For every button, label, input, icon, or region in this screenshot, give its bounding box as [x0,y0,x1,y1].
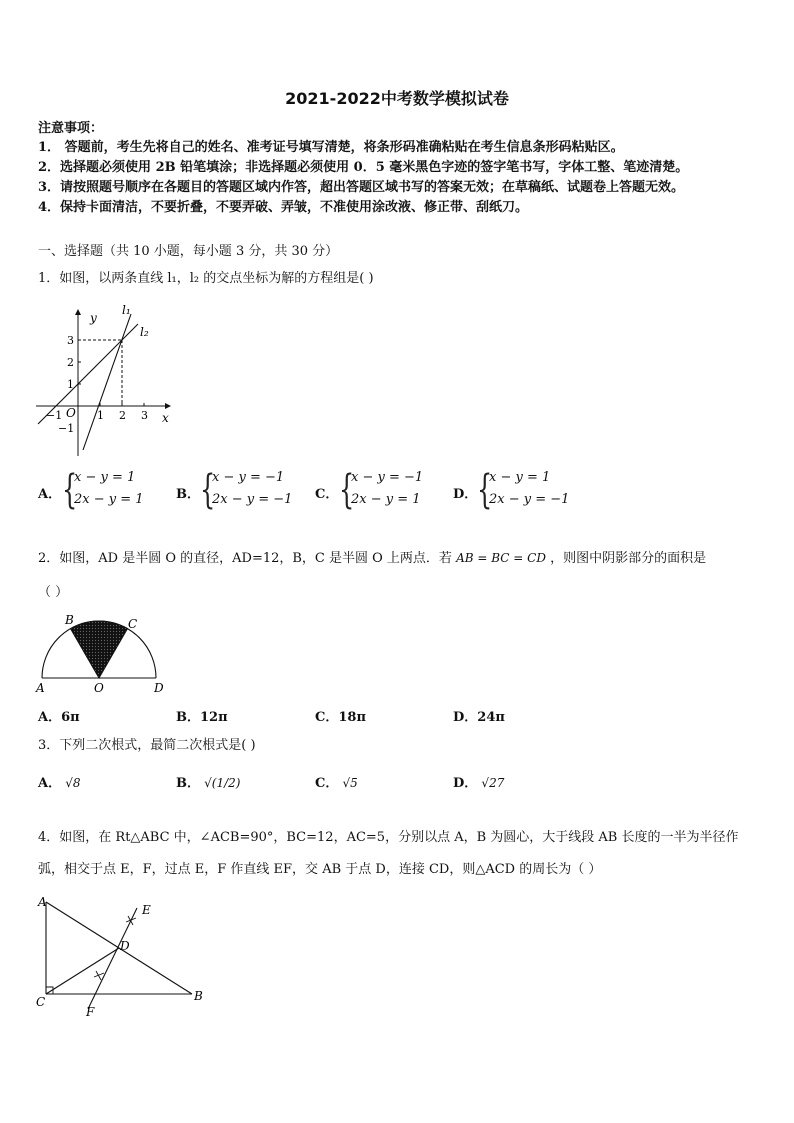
option-label: A． [38,710,62,725]
option-text: √(1/2) [204,776,241,790]
l2-label: l₂ [140,325,149,339]
option-text: 18π [338,710,366,725]
ytick-3: 3 [67,334,74,347]
point-d-label: D [120,939,130,953]
point-d-label: D [154,681,164,695]
axis-x-label: x [162,411,169,425]
option-text: √27 [481,776,505,790]
q3-stem: 3．下列二次根式，最简二次根式是( ) [38,738,256,753]
point-b-label: B [65,613,74,627]
equation-1: x − y = 1 [489,470,551,485]
brace-icon: { [62,467,78,513]
option-label: B． [176,776,200,791]
q4-stem-line-2: 弧，相交于点 E，F，过点 E，F 作直线 EF，交 AB 于点 D，连接 CD，则△ACD 的周长为（ ） [38,862,602,877]
q1-stem: 1．如图，以两条直线 l₁，l₂ 的交点坐标为解的方程组是( ) [38,271,374,286]
point-a-label: A [38,895,47,909]
brace-icon: { [477,467,493,513]
q1-figure [34,300,184,460]
notice-item-4: 4．保持卡面清洁，不要折叠，不要弄破、弄皱，不准使用涂改液、修正带、刮纸刀。 [38,200,529,215]
q2-figure [34,612,174,696]
equation-2: 2x − y = 1 [351,492,421,507]
option-label: B． [176,487,200,502]
option-label: D． [453,710,478,725]
origin-label: O [66,406,76,420]
notice-item-2: 2．选择题必须使用 2B 铅笔填涂；非选择题必须使用 0．5 毫米黑色字迹的签字笔书写，字体工整、笔迹清楚。 [38,160,689,175]
option-text: 24π [477,710,505,725]
point-e-label: E [142,903,151,917]
notice-item-1: 1． 答题前，考生先将自己的姓名、准考证号填写清楚，将条形码准确粘贴在考生信息条形码粘贴区。 [38,140,624,155]
page-title: 2021-2022中考数学模拟试卷 [285,89,509,108]
axis-y-label: y [90,311,97,325]
q3-option-b[interactable] [176,772,240,791]
ytick-1: 1 [67,378,74,391]
q2-option-c[interactable] [315,706,366,725]
ytick-neg1: −1 [58,422,75,435]
q2-option-b[interactable] [176,706,228,725]
q3-option-a[interactable] [38,772,81,791]
q2-option-d[interactable] [453,706,505,725]
point-c-label: C [36,995,46,1009]
ytick-2: 2 [67,356,74,369]
q4-figure [34,894,214,1020]
equation-2: 2x − y = 1 [74,492,144,507]
q2-stem-b: ，则图中阴影部分的面积是 [550,551,707,566]
line-l1 [83,314,131,450]
option-label: A． [38,776,62,791]
point-c-label: C [128,617,138,631]
option-label: A． [38,487,62,502]
l1-label: l₁ [122,303,131,317]
option-label: C． [315,710,339,725]
q3-option-c[interactable] [315,772,358,791]
option-text: 12π [200,710,228,725]
q3-option-d[interactable] [453,772,504,791]
option-label: D． [453,776,478,791]
notice-heading: 注意事项： [38,121,104,136]
point-b-label: B [194,989,203,1003]
brace-icon: { [200,467,216,513]
q2-paren: （ ） [38,585,69,600]
option-label: B． [176,710,200,725]
option-label: D． [453,487,478,502]
q2-arc-equality: AB = BC = CD [456,551,546,565]
equation-2: 2x − y = −1 [212,492,293,507]
segment-cd [46,948,119,994]
shaded-sector [71,621,128,678]
equation-1: x − y = −1 [212,470,285,485]
q1-option-b[interactable] [176,483,200,502]
point-a-label: A [36,681,45,695]
notice-item-3: 3．请按照题号顺序在各题目的答题区域内作答，超出答题区域书写的答案无效；在草稿纸、试题卷上答题无效。 [38,180,685,195]
option-text: √5 [342,776,358,790]
xtick-1: 1 [97,409,104,422]
q1-option-d[interactable] [453,483,477,502]
q4-stem-line-1: 4．如图，在 Rt△ABC 中，∠ACB=90°，BC=12，AC=5，分别以点 A，B 为圆心，大于线段 AB 长度的一半为半径作 [38,830,739,845]
brace-icon: { [339,467,355,513]
equation-1: x − y = −1 [351,470,424,485]
equation-2: 2x − y = −1 [489,492,570,507]
xtick-2: 2 [119,409,126,422]
option-text: 6π [61,710,80,725]
point-o-label: O [94,681,104,695]
q1-option-c[interactable] [315,483,338,502]
q2-option-a[interactable] [38,706,80,725]
equation-1: x − y = 1 [74,470,136,485]
xtick-neg1: −1 [46,409,63,422]
option-label: C． [315,776,339,791]
q1-option-a[interactable] [38,483,61,502]
point-f-label: F [86,1005,95,1019]
xtick-3: 3 [141,409,148,422]
q2-stem [38,549,706,568]
q2-stem-a: 2．如图，AD 是半圆 O 的直径，AD=12，B，C 是半圆 O 上两点．若 [38,551,452,566]
section-heading: 一、选择题（共 10 小题，每小题 3 分，共 30 分） [38,244,339,259]
option-text: √8 [65,776,81,790]
option-label: C． [315,487,339,502]
